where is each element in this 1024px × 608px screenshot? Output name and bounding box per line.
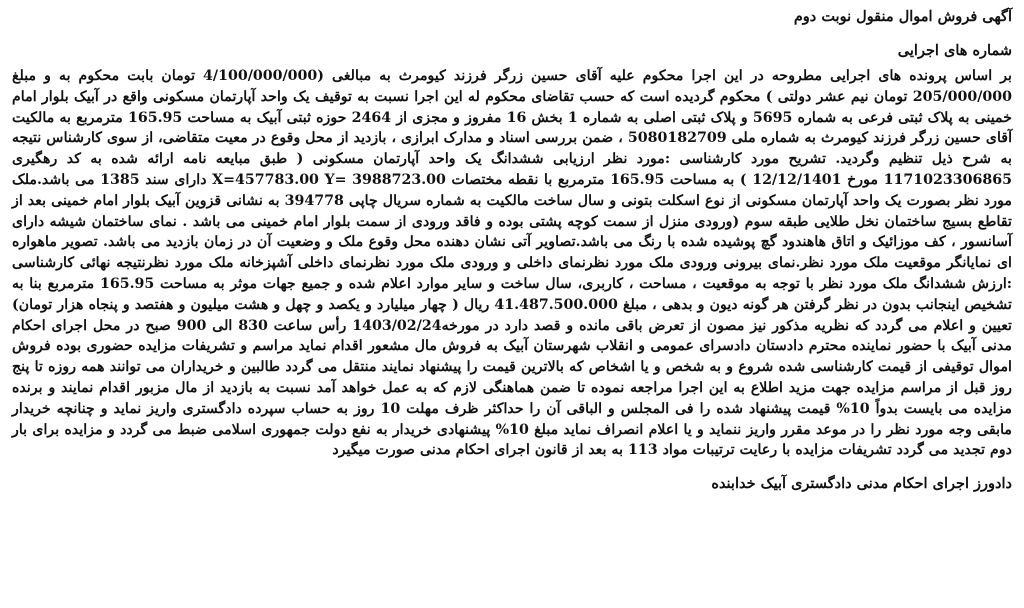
notice-signature: دادورز اجرای احکام مدنی دادگستری آبیک خدابنده [711,475,1012,493]
notice-title: آگهی فروش اموال منقول نوبت دوم [793,8,1012,25]
notice-body: بر اساس پرونده های اجرایی مطروحه در این اجرا محکوم علیه آقای حسین زرگر فرزند کیومرث به مبالغی (4/100/000/000 تومان بابت محکوم به و مبلغ 205/000/000 تومان نیم عشر دولتی ) محکوم گردیده است که حسب تقاضای محکوم له این اجرا نسبت به توقیف یک واحد آپارتمان مسکونی واقع در آبیک بلوار امام خمینی به پلاک ثبتی فرعی به شماره 5695 و پلاک ثبتی اصلی به شماره 1 بخش 16 مفروز و مجزی از 2464 حوزه ثبتی آبیک به مساحت 165.95 مترمربع به مالکیت آقای حسین زرگر فرزند کیومرث به شماره ملی 5080182709 ، ضمن بررسی اسناد و مدارک ابرازی ، بازدید از محل وقوع در معیت متقاضی، از سوی کارشناس نتیجه به شرح ذیل تنظیم وگردید. تشریح مورد کارشناسی :مورد نظر ارزیابی ششدانگ یک واحد آپارتمان مسکونی ( طبق مبایعه نامه ارائه شده به کد رهگیری 1171023306865 مورخ 12/12/1401 ) به مساحت 165.95 مترمربع با نقطه مختصات X=457783.00 Y= 3988723.00 دارای سند 1385 می باشد.ملک مورد نظر بصورت یک واحد آپارتمان مسکونی از نوع اسکلت بتونی و سال ساخت مالکیت به شماره سریال چاپی 394778 به نشانی قزوین آبیک بلوار امام خمینی بعد از تقاطع بسیج ساختمان نخل طلایی طبقه سوم (ورودی منزل از سمت کوچه پشتی بوده و فاقد ورودی از سمت بلوار امام خمینی می باشد . نمای ساختمان شیشه دارای آسانسور ، کف موزائیک و اتاق هاهندود گچ پوشیده شده با رنگ می باشد.تصاویر آتی نشان دهنده محل وقوع ملک و وضعیت آن در زمان بازدید می باشد. تصویر ماهواره ای نمایانگر موقعیت ملک مورد نظر.نمای بیرونی ورودی ملک مورد نظرنمای داخلی و ورودی ملک مورد نظرنمای داخلی آشپزخانه ملک مورد نظرنتیجه نهائی کارشناسی :ارزش ششدانگ ملک مورد نظر با توجه به موقعیت ، مساحت ، کاربری، سال ساخت و سایر موارد اعلام شده و جمیع جهات موثر به مساحت 165.95 مترمربع بنا به تشخیص اینجانب بدون در نظر گرفتن هر گونه دیون و بدهی ، مبلغ 41.487.500.000 ریال ( چهار میلیارد و یکصد و چهل و هشت میلیون و هفتصد و پنجاه هزار تومان) تعیین و اعلام می گردد که نظریه مذکور نیز مصون از تعرض باقی مانده و قصد دارد در مورخه1403/02/24 رأس ساعت 830 الی 900 صبح در محل اجرای احکام مدنی آبیک با حضور نماینده محترم دادستان دادسرای عمومی و انقلاب شهرستان آبیک به فروش مال مشعور اقدام نماید مراسم و تشریفات مزایده حضوری بوده فروش اموال توقیفی از قیمت کارشناسی شده شروع و به شخص و یا اشخاص که بالاترین قیمت را پیشنهاد نمایند منتقل می گردد طالبین و خریداران می توانند همه روزه تا پنج روز قبل از مراسم مزایده جهت مزید اطلاع به این اجرا مراجعه نموده تا ضمن هماهنگی لازم که به عمل خواهد آمد نسبت به بازدید از مال مزبور اقدام نمایند و برنده مزایده می بایست بدواً 10% قیمت پیشنهاد شده را فی المجلس و الباقی آن را حداکثر ظرف مهلت 10 روز به حساب سپرده دادگستری واریز نماید و چنانچه خریدار مابقی وجه مورد نظر را در موعد مقرر واریز ننماید و یا اعلام انصراف نماید مبلغ 10% پیشنهادی خریدار به نفع دولت جمهوری اسلامی ضبط می گردد و مزایده برای بار دوم تجدید می گردد تشریفات مزایده با رعایت ترتیبات مواد 113 به بعد از قانون اجرای احکام مدنی صورت میگیرد [12,68,1013,459]
notice-subtitle: شماره های اجرایی [897,42,1012,59]
